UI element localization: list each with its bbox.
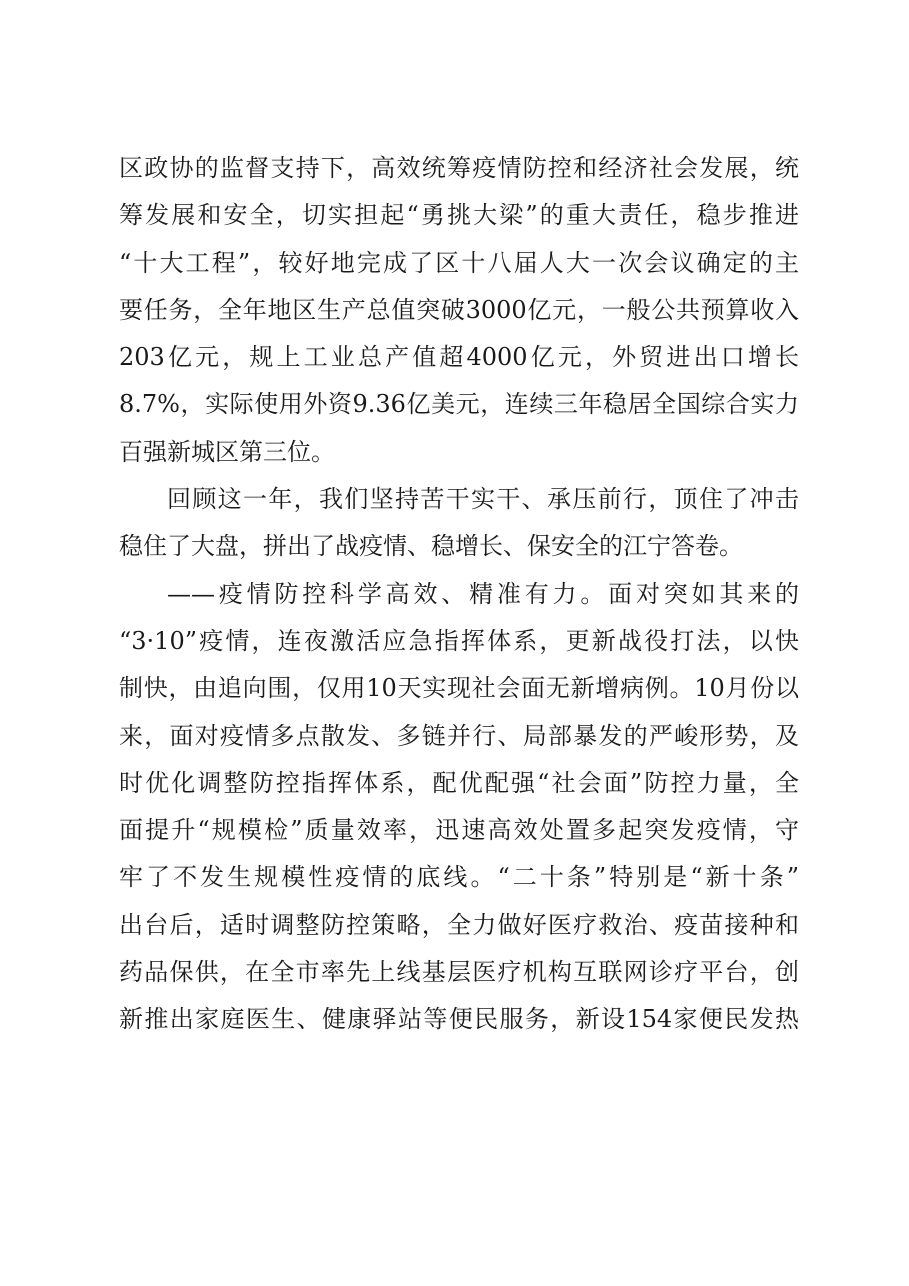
text-line: 百强新城区第三位。: [119, 437, 335, 466]
text-line: 药品保供，在全市率先上线基层医疗机构互联网诊疗平台，创: [119, 958, 799, 987]
text-line: “3·10”疫情，连夜激活应急指挥体系，更新战役打法，以快: [119, 626, 799, 655]
text-line: 时优化调整防控指挥体系，配优配强“社会面”防控力量，全: [119, 768, 799, 797]
text-line: 8.7%，实际使用外资9.36亿美元，连续三年稳居全国综合实力: [119, 390, 799, 419]
text-line: 面提升“规模检”质量效率，迅速高效处置多起突发疫情，守: [119, 816, 799, 845]
body-text: [119, 145, 799, 1044]
text-line: 稳住了大盘，拼出了战疫情、稳增长、保安全的江宁答卷。: [119, 532, 743, 561]
text-line: 牢了不发生规模性疫情的底线。“二十条”特别是“新十条”: [119, 863, 799, 892]
text-line: ——疫情防控科学高效、精准有力。面对突如其来的: [167, 579, 799, 608]
text-line: 筹发展和安全，切实担起“勇挑大梁”的重大责任，稳步推进: [119, 201, 799, 230]
text-line: 来，面对疫情多点散发、多链并行、局部暴发的严峻形势，及: [119, 721, 799, 750]
text-line: 制快，由追向围，仅用10天实现社会面无新增病例。10月份以: [119, 674, 799, 703]
text-line: 203亿元，规上工业总产值超4000亿元，外贸进出口增长: [119, 343, 799, 372]
text-line: 出台后，适时调整防控策略，全力做好医疗救治、疫苗接种和: [119, 910, 799, 939]
text-line: “十大工程”，较好地完成了区十八届人大一次会议确定的主: [119, 248, 799, 277]
text-line: 新推出家庭医生、健康驿站等便民服务，新设154家便民发热: [119, 1005, 799, 1034]
text-line: 区政协的监督支持下，高效统筹疫情防控和经济社会发展，统: [119, 154, 799, 182]
text-line: 回顾这一年，我们坚持苦干实干、承压前行，顶住了冲击: [167, 485, 799, 514]
text-line: 要任务，全年地区生产总值突破3000亿元，一般公共预算收入: [119, 295, 799, 324]
